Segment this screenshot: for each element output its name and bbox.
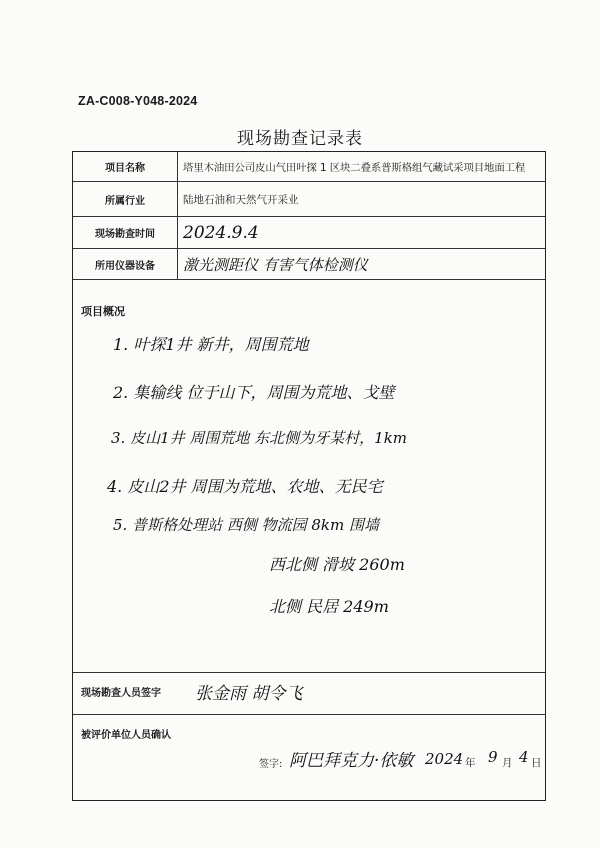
surveyor-signature-label: 现场勘查人员签字: [81, 688, 161, 699]
instruments-row: [73, 249, 545, 280]
survey-record-form: [72, 151, 546, 801]
industry-label: 所属行业: [73, 182, 178, 216]
survey-time-row: [73, 217, 545, 249]
overview-line-7: 北侧 民居 249m: [269, 597, 389, 616]
instruments-label: 所用仪器设备: [73, 249, 178, 279]
project-name-row: [73, 152, 545, 182]
document-code: ZA-C008-Y048-2024: [78, 94, 198, 108]
date-day-unit: 日: [531, 757, 542, 769]
overview-line-3: 3. 皮山1井 周围荒地 东北侧为牙某村，1km: [111, 429, 408, 447]
document-title: 现场勘查记录表: [237, 129, 363, 149]
survey-time-label: 现场勘查时间: [73, 217, 178, 248]
confirm-label: 被评价单位人员确认: [81, 730, 171, 741]
overview-divider: [73, 672, 545, 673]
overview-line-2: 2. 集输线 位于山下，周围为荒地、戈壁: [113, 383, 395, 402]
industry-row: [73, 182, 545, 217]
date-day: 4: [519, 748, 529, 766]
overview-line-1: 1. 叶探1井 新井，周围荒地: [113, 335, 309, 354]
date-month-unit: 月: [502, 757, 513, 769]
industry-value: 陆地石油和天然气开采业: [183, 193, 299, 206]
surveyor-signature: 张金雨 胡令飞: [195, 684, 303, 704]
confirm-signature: 阿巴拜克力·依敏: [289, 751, 414, 771]
project-name-label: 项目名称: [73, 152, 178, 181]
confirm-divider: [73, 714, 545, 715]
survey-time-value: 2024.9.4: [183, 222, 259, 243]
overview-line-4: 4. 皮山2井 周围为荒地、农地、无民宅: [107, 477, 383, 496]
overview-label: 项目概况: [81, 305, 125, 318]
overview-line-6: 西北侧 滑坡 260m: [269, 555, 405, 574]
overview-line-5: 5. 普斯格处理站 西侧 物流园 8km 围墙: [113, 516, 380, 534]
instruments-value: 激光测距仪 有害气体检测仪: [183, 255, 368, 274]
sign-prefix: 签字:: [259, 759, 283, 770]
date-year-unit: 年: [465, 757, 476, 769]
date-month: 9: [488, 748, 498, 766]
project-name-value: 塔里木油田公司皮山气田叶探 1 区块二叠系普斯格组气藏试采项目地面工程: [183, 162, 526, 174]
date-year: 2024: [425, 750, 464, 768]
